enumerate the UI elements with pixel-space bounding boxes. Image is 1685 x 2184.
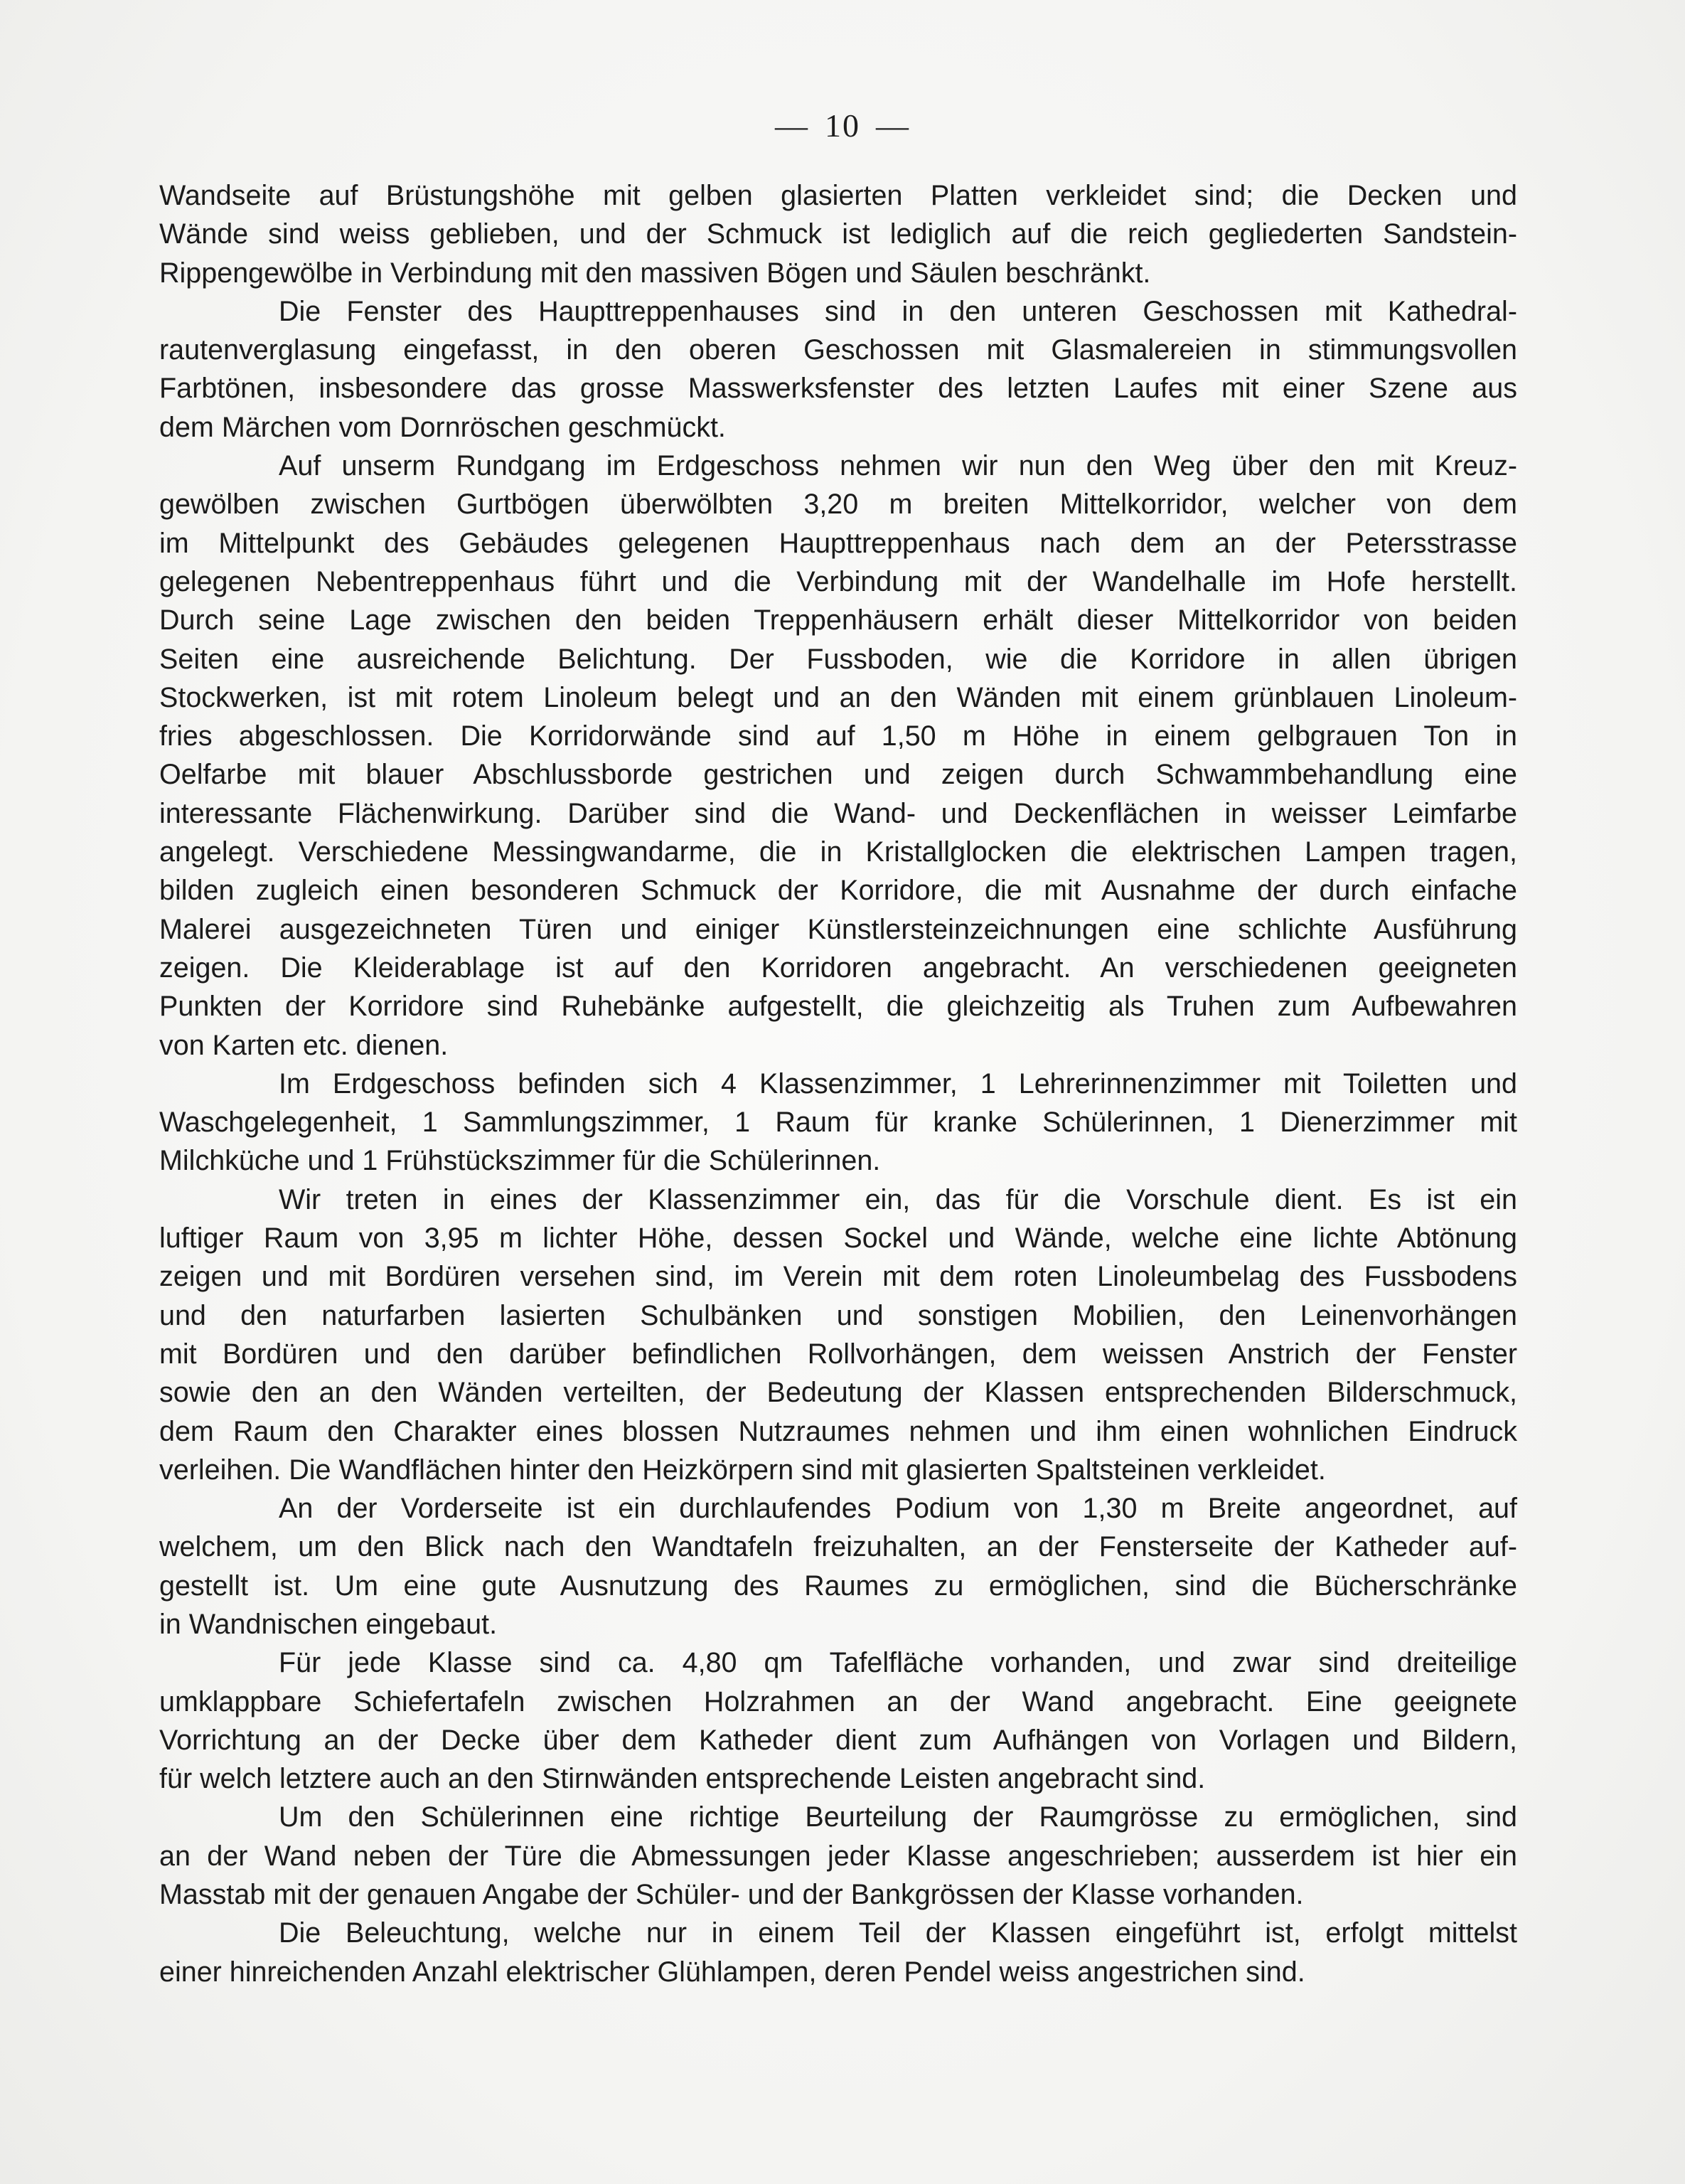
text-line: in Wandnischen eingebaut. [159,1608,498,1640]
paragraph [159,1181,1517,1489]
text-line: Punkten der Korridore sind Ruhebänke aufgestellt, die gleichzeitig als Truhen zum Aufbewahren [159,991,1517,1023]
page-number: — 10 — [775,107,910,144]
paragraph [159,1914,1517,1991]
text-line: An der Vorderseite ist ein durchlaufendes Podium von 1,30 m Breite angeordnet, auf [279,1493,1517,1525]
text-line: für welch letztere auch an den Stirnwänden entsprechende Leisten angebracht sind. [159,1763,1206,1795]
text-line: Um den Schülerinnen eine richtige Beurteilung der Raumgrösse zu ermöglichen, sind [279,1801,1517,1833]
text-line: zeigen. Die Kleiderablage ist auf den Korridoren angebracht. An verschiedenen geeigneten [159,952,1517,984]
text-line: an der Wand neben der Türe die Abmessungen jeder Klasse angeschrieben; ausserdem ist hier ein [159,1840,1517,1872]
text-line: Auf unserm Rundgang im Erdgeschoss nehmen wir nun den Weg über den mit Kreuz- [279,450,1517,482]
text-line: gelegenen Nebentreppenhaus führt und die Verbindung mit der Wandelhalle im Hofe herstellt. [159,565,1517,597]
text-line: Vorrichtung an der Decke über dem Katheder dient zum Aufhängen von Vorlagen und Bildern, [159,1724,1517,1756]
text-line: rautenverglasung eingefasst, in den oberen Geschossen mit Glasmalereien in stimmungsvollen [159,334,1517,366]
text-line: Wir treten in eines der Klassenzimmer ein, das für die Vorschule dient. Es ist ein [279,1183,1517,1215]
text-line: im Mittelpunkt des Gebäudes gelegenen Haupttreppenhaus nach dem an der Petersstrasse [159,527,1517,559]
text-line: Rippengewölbe in Verbindung mit den massiven Bögen und Säulen beschränkt. [159,257,1151,289]
text-line: Im Erdgeschoss befinden sich 4 Klassenzimmer, 1 Lehrerinnenzimmer mit Toiletten und [279,1067,1517,1099]
paragraph [159,447,1517,1065]
text-line: verleihen. Die Wandflächen hinter den Heizkörpern sind mit glasierten Spaltsteinen verkleidet. [159,1454,1326,1486]
paragraph [159,1065,1517,1181]
paragraph [159,292,1517,447]
text-line: Die Beleuchtung, welche nur in einem Teil der Klassen eingeführt ist, erfolgt mittelst [279,1917,1517,1949]
text-line: Durch seine Lage zwischen den beiden Treppenhäusern erhält dieser Mittelkorridor von beiden [159,604,1517,636]
text-line: Milchküche und 1 Frühstückszimmer für die Schülerinnen. [159,1145,881,1177]
paragraph [159,1489,1517,1644]
text-line: Malerei ausgezeichneten Türen und einiger Künstlersteinzeichnungen eine schlichte Ausführung [159,913,1517,945]
text-line: angelegt. Verschiedene Messingwandarme, die in Kristallglocken die elektrischen Lampen tragen, [159,836,1517,868]
text-line: bilden zugleich einen besonderen Schmuck der Korridore, die mit Ausnahme der durch einfache [159,875,1517,907]
text-line: gewölben zwischen Gurtbögen überwölbten 3,20 m breiten Mittelkorridor, welcher von dem [159,489,1517,521]
text-line: interessante Flächenwirkung. Darüber sind die Wand- und Deckenflächen in weisser Leimfarbe [159,797,1517,829]
text-line: fries abgeschlossen. Die Korridorwände sind auf 1,50 m Höhe in einem gelbgrauen Ton in [159,720,1517,752]
text-line: welchem, um den Blick nach den Wandtafeln freizuhalten, an der Fensterseite der Katheder auf- [159,1531,1517,1563]
text-line: von Karten etc. dienen. [159,1029,449,1061]
text-line: Stockwerken, ist mit rotem Linoleum belegt und an den Wänden mit einem grünblauen Linoleum- [159,681,1517,713]
text-line: umklappbare Schiefertafeln zwischen Holzrahmen an der Wand angebracht. Eine geeignete [159,1685,1517,1717]
text-line: und den naturfarben lasierten Schulbänken und sonstigen Mobilien, den Leinenvorhängen [159,1299,1517,1331]
text-line: zeigen und mit Bordüren versehen sind, im Verein mit dem roten Linoleumbelag des Fussbodens [159,1261,1517,1293]
text-line: Wandseite auf Brüstungshöhe mit gelben glasierten Platten verkleidet sind; die Decken und [159,180,1517,211]
text-line: dem Raum den Charakter eines blossen Nutzraumes nehmen und ihm einen wohnlichen Eindruck [159,1415,1517,1447]
body-text [159,176,1517,1991]
page-number-value: 10 [825,107,860,144]
paragraph [159,1798,1517,1914]
text-line: Farbtönen, insbesondere das grosse Masswerksfenster des letzten Laufes mit einer Szene aus [159,373,1517,405]
text-line: Masstab mit der genauen Angabe der Schüler- und der Bankgrössen der Klasse vorhanden. [159,1879,1304,1911]
text-line: mit Bordüren und den darüber befindlichen Rollvorhängen, dem weissen Anstrich der Fenster [159,1338,1517,1370]
text-line: Für jede Klasse sind ca. 4,80 qm Tafelfläche vorhanden, und zwar sind dreiteilige [279,1647,1517,1679]
text-line: dem Märchen vom Dornröschen geschmückt. [159,411,726,443]
text-line: einer hinreichenden Anzahl elektrischer Glühlampen, deren Pendel weiss angestrichen sind. [159,1956,1305,1988]
paragraph [159,176,1517,292]
text-line: Oelfarbe mit blauer Abschlussborde gestrichen und zeigen durch Schwammbehandlung eine [159,759,1517,791]
text-line: sowie den an den Wänden verteilten, der Bedeutung der Klassen entsprechenden Bilderschmuck, [159,1377,1517,1409]
text-line: Seiten eine ausreichende Belichtung. Der Fussboden, wie die Korridore in allen übrigen [159,643,1517,675]
text-line: gestellt ist. Um eine gute Ausnutzung des Raumes zu ermöglichen, sind die Bücherschränke [159,1570,1517,1602]
text-line: luftiger Raum von 3,95 m lichter Höhe, dessen Sockel und Wände, welche eine lichte Abtönung [159,1222,1517,1255]
text-line: Die Fenster des Haupttreppenhauses sind in den unteren Geschossen mit Kathedral- [279,295,1517,327]
paragraph [159,1644,1517,1798]
text-line: Waschgelegenheit, 1 Sammlungszimmer, 1 Raum für kranke Schülerinnen, 1 Dienerzimmer mit [159,1107,1517,1139]
text-line: Wände sind weiss geblieben, und der Schmuck ist lediglich auf die reich gegliederten Sandstein- [159,218,1517,250]
